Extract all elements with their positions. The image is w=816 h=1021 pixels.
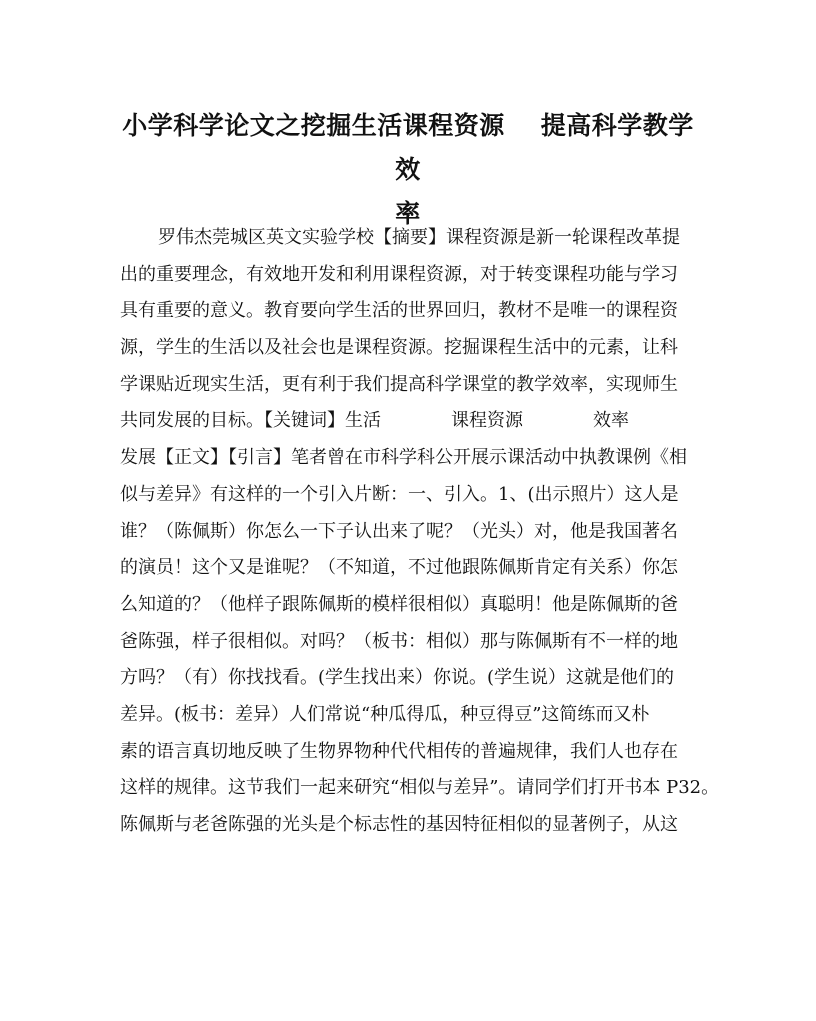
body-line: 学课贴近现实生活，更有利于我们提高科学课堂的教学效率，实现师生 [120,373,678,395]
keyword-efficiency: 效率 [593,410,629,432]
body-line: 这样的规律。这节我们一起来研究“相似与差异”。请同学们打开书本 P32。 [120,777,720,799]
keywords-line [120,403,700,440]
keywords-prefix: 共同发展的目标。【关键词】生活 [120,410,381,432]
body-line: 出的重要理念，有效地开发和利用课程资源，对于转变课程功能与学习 [120,263,678,285]
body-line: 具有重要的意义。教育要向学生活的世界回归，教材不是唯一的课程资 [120,300,678,322]
body-line: 爸陈强，样子很相似。对吗？（板书：相似）那与陈佩斯有不一样的地 [120,630,678,652]
body-line: 源，学生的生活以及社会也是课程资源。挖掘课程生活中的元素，让科 [120,337,678,359]
body-line: 谁？（陈佩斯）你怎么一下子认出来了呢？（光头）对，他是我国著名 [120,520,678,542]
body-line: 方吗？（有）你找找看。(学生找出来）你说。(学生说）这就是他们的 [120,667,675,689]
keyword-course-resource: 课程资源 [451,410,523,432]
body-line: 么知道的？（他样子跟陈佩斯的模样很相似）真聪明！他是陈佩斯的爸 [120,593,678,615]
title-part-3: 率 [395,199,421,228]
document-body [120,220,720,844]
body-line: 陈佩斯与老爸陈强的光头是个标志性的基因特征相似的显著例子，从这 [120,814,678,835]
body-line: 素的语言真切地反映了生物界物种代代相传的普遍规律，我们人也存在 [120,740,678,762]
title-part-2: 提高科学教学效 [395,111,694,184]
body-line: 似与差异》有这样的一个引入片断：一、引入。1、(出示照片）这人是 [120,483,679,505]
title-part-1: 小学科学论文之挖掘生活课程资源 [122,111,505,140]
document-title [110,104,706,236]
body-line: 罗伟杰莞城区英文实验学校【摘要】课程资源是新一轮课程改革提 [158,227,680,248]
body-line: 的演员！这个又是谁呢？（不知道，不过他跟陈佩斯肯定有关系）你怎 [120,557,678,579]
body-line: 发展【正文】【引言】笔者曾在市科学科公开展示课活动中执教课例《相 [120,447,687,469]
body-line: 差异。(板书：差异）人们常说“种瓜得瓜，种豆得豆”这简练而又朴 [120,703,650,725]
